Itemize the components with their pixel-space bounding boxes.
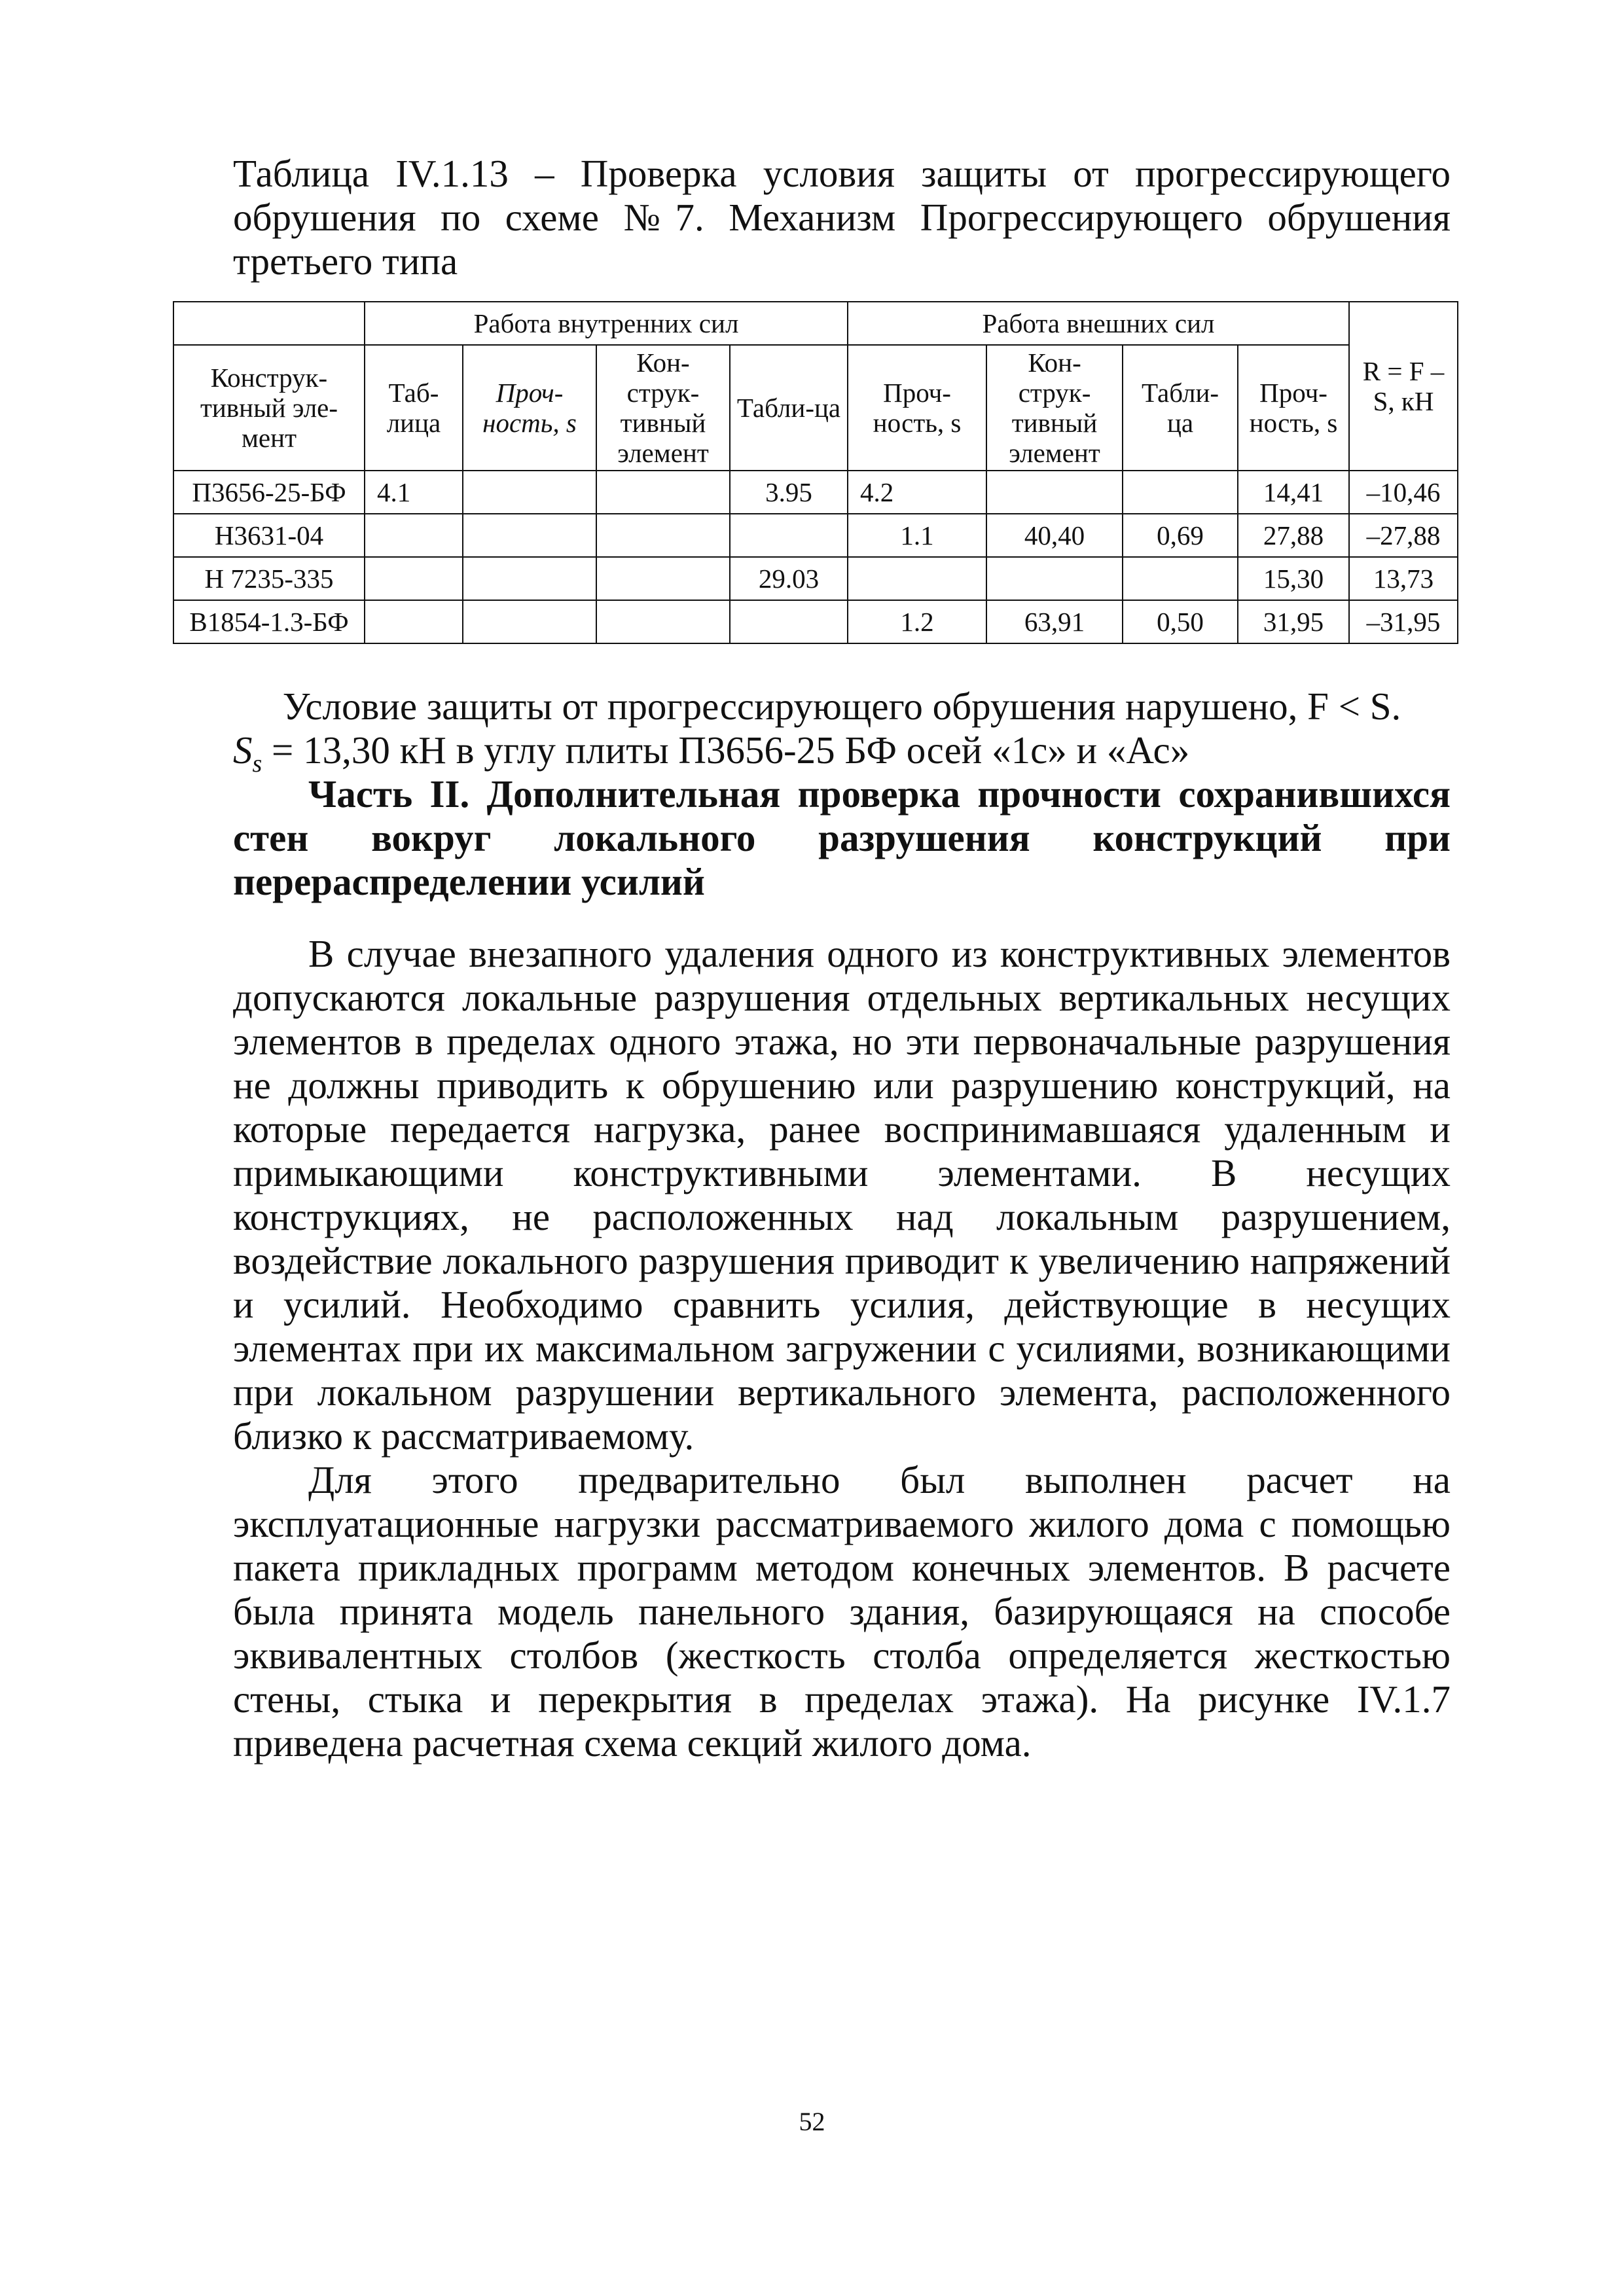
table-cell (730, 514, 848, 557)
table-cell (365, 514, 463, 557)
header-external-element: Кон-струк-тивный элемент (986, 345, 1123, 471)
table-cell (463, 514, 596, 557)
table-row (173, 471, 1458, 514)
header-internal-strength: Проч-ность, s (463, 345, 596, 471)
table-cell: 27,88 (1238, 514, 1349, 557)
table-cell (986, 557, 1123, 600)
table-cell (365, 600, 463, 643)
table-cell: Н3631-04 (173, 514, 365, 557)
header-internal-table-2: Табли-ца (730, 345, 848, 471)
table-cell: 40,40 (986, 514, 1123, 557)
table-row (173, 600, 1458, 643)
table-cell: –27,88 (1349, 514, 1458, 557)
table-cell: 15,30 (1238, 557, 1349, 600)
table-caption: Таблица IV.1.13 – Проверка условия защиты от прогрессирующего обрушения по схеме №7. Механизм Прогрессирующего обрушения третьего типа (233, 152, 1451, 283)
header-internal-table-1: Таб-лица (365, 345, 463, 471)
table-cell: В1854-1.3-БФ (173, 600, 365, 643)
ss-subscript: s (252, 749, 262, 778)
header-empty-cell (173, 302, 365, 345)
header-internal-element: Кон-струк-тивный элемент (596, 345, 730, 471)
table-cell (596, 557, 730, 600)
results-table (173, 301, 1458, 644)
table-cell: 13,73 (1349, 557, 1458, 600)
table-cell: П3656-25-БФ (173, 471, 365, 514)
table-cell: 4.2 (848, 471, 986, 514)
condition-line: Условие защиты от прогрессирующего обрушения нарушено, F < S. (282, 685, 1401, 728)
table-cell (848, 557, 986, 600)
table-cell: 0,50 (1123, 600, 1238, 643)
ss-value-text: = 13,30 кН в углу плиты П3656-25 БФ осей «1с» и «Ас» (272, 728, 1190, 772)
table-cell (1123, 557, 1238, 600)
header-external-strength-1: Проч-ность, s (848, 345, 986, 471)
table-cell (463, 471, 596, 514)
table-cell: Н 7235-335 (173, 557, 365, 600)
table-cell (1123, 471, 1238, 514)
page-number: 52 (799, 2107, 825, 2136)
header-external-strength-2: Проч-ность, s (1238, 345, 1349, 471)
table-cell (365, 557, 463, 600)
table-cell: 1.1 (848, 514, 986, 557)
table-cell: 0,69 (1123, 514, 1238, 557)
table-cell (596, 514, 730, 557)
section-heading: Часть II. Дополнительная проверка прочности сохранившихся стен вокруг локального разрушения конструкций при перераспределении усилий (233, 772, 1451, 903)
table-cell: 1.2 (848, 600, 986, 643)
table-cell: 14,41 (1238, 471, 1349, 514)
table-cell (730, 600, 848, 643)
header-r-value: R = F – S, кН (1349, 302, 1458, 471)
table-cell: 31,95 (1238, 600, 1349, 643)
paragraph-1: В случае внезапного удаления одного из конструктивных элементов допускаются локальные разрушения отдельных вертикальных несущих элементов в пределах одного этажа, но эти первоначальные разрушения не должны приводить к обрушению или разрушению конструкций, на которые передается нагрузка, ранее воспринимавшаяся удаленным и примыкающими конструктивными элементами. В несущих конструкциях, не расположенных над локальным разрушением, воздействие локального разрушения приводит к увеличению напряжений и усилий. Необходимо сравнить усилия, действующие в несущих элементах при их максимальном загружении с усилиями, возникающими при локальном разрушении вертикального элемента, расположенного близко к рассматриваемому. (233, 932, 1451, 1458)
table-cell: –10,46 (1349, 471, 1458, 514)
table-cell (596, 600, 730, 643)
table-cell: 29.03 (730, 557, 848, 600)
ss-symbol: S (233, 728, 253, 772)
table-cell: 63,91 (986, 600, 1123, 643)
table-cell: 3.95 (730, 471, 848, 514)
header-external-work: Работа внешних сил (848, 302, 1349, 345)
table-cell (463, 600, 596, 643)
table-cell (463, 557, 596, 600)
table-cell (596, 471, 730, 514)
table-cell (986, 471, 1123, 514)
table-row (173, 514, 1458, 557)
header-structural-element: Конструк-тивный эле-мент (173, 345, 365, 471)
table-row (173, 557, 1458, 600)
table-cell: 4.1 (365, 471, 463, 514)
header-external-table: Табли-ца (1123, 345, 1238, 471)
table-cell: –31,95 (1349, 600, 1458, 643)
paragraph-2: Для этого предварительно был выполнен расчет на эксплуатационные нагрузки рассматриваемого жилого дома с помощью пакета прикладных программ методом конечных элементов. В расчете была принята модель панельного здания, базирующаяся на способе эквивалентных столбов (жесткость столба определяется жесткостью стены, стыка и перекрытия в пределах этажа). На рисунке IV.1.7 приведена расчетная схема секций жилого дома. (233, 1458, 1451, 1765)
header-internal-work: Работа внутренних сил (365, 302, 848, 345)
